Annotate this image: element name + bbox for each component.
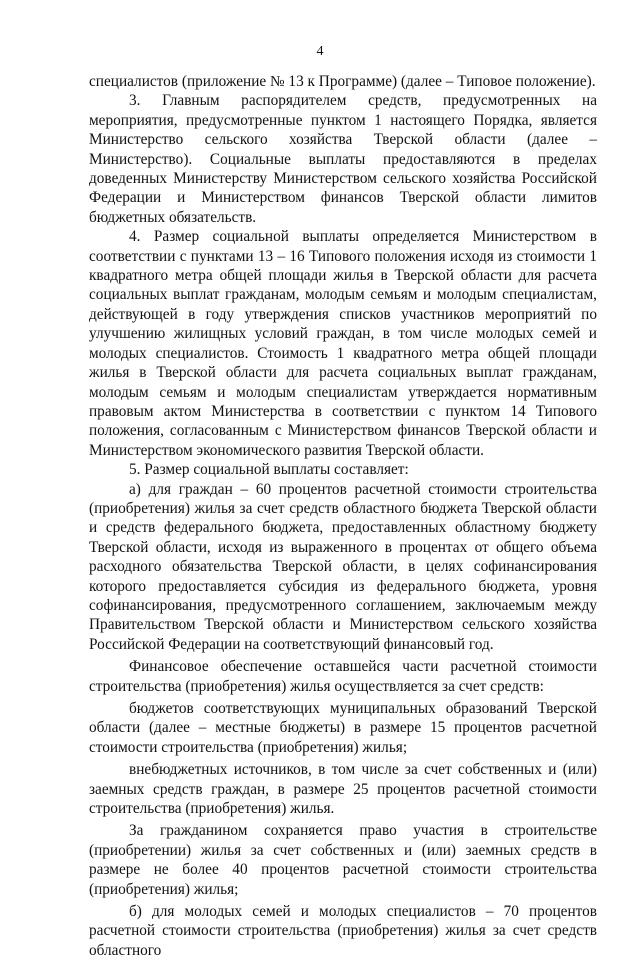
subparagraph-b: б) для молодых семей и молодых специалистов – 70 процентов расчетной стоимости строительства (приобретения) жилья за счет средств областного (89, 903, 597, 959)
paragraph-item-3: 3. Главным распорядителем средств, предусмотренных на мероприятия, предусмотренные пунктом 1 настоящего Порядка, является Министерство сельского хозяйства Тверской области (далее – Министерство). Социальные выплаты предоставляются в пределах доведенных Министерству Министерством сельского хозяйства Российской Федерации и Министерством финансов Тверской области лимитов бюджетных обязательств. (89, 92, 597, 226)
paragraph-item-4: 4. Размер социальной выплаты определяется Министерством в соответствии с пунктами 13 – 16 Типового положения исходя из стоимости 1 квадратного метра общей площади жилья в Тверской области для расчета социальных выплат гражданам, молодым семьям и молодым специалистам, действующей в году утверждения списков участников мероприятий по улучшению жилищных условий граждан, в том числе молодых семей и молодых специалистов. Стоимость 1 квадратного метра общей площади жилья в Тверской области для расчета социальных выплат гражданам, молодым семьям и молодым специалистам утверждается нормативным правовым актом Министерства в соответствии с пунктом 14 Типового положения, согласованным с Министерством финансов Тверской области и Министерством экономического развития Тверской области. (89, 228, 597, 459)
page-number: 4 (316, 44, 324, 59)
document-body (89, 72, 597, 960)
paragraph-local-budgets: бюджетов соответствующих муниципальных образований Тверской области (далее – местные бюджеты) в размере 15 процентов расчетной стоимости строительства (приобретения) жилья; (89, 700, 597, 756)
paragraph-extrabudgetary: внебюджетных источников, в том числе за счет собственных и (или) заемных средств граждан, в размере 25 процентов расчетной стоимости строительства (приобретения) жилья. (89, 761, 597, 818)
subparagraph-a: а) для граждан – 60 процентов расчетной стоимости строительства (приобретения) жилья за счет средств областного бюджета Тверской области и средств федерального бюджета, предоставленных областному бюджету Тверской области, исходя из выраженного в процентах от общего объема расходного обязательства Тверской области, в целях софинансирования которого предоставляется субсидия из федерального бюджета, уровня софинансирования, предусмотренного соглашением, заключаемым между Правительством Тверской области и Министерством сельского хозяйства Российской Федерации на соответствующий финансовый год. (89, 480, 597, 653)
paragraph-financing: Финансовое обеспечение оставшейся части расчетной стоимости строительства (приобретения) жилья осуществляется за счет средств: (89, 658, 597, 695)
paragraph-item-5: 5. Размер социальной выплаты составляет: (129, 461, 409, 479)
paragraph-citizen-right: За гражданином сохраняется право участия в строительстве (приобретении) жилья за счет собственных и (или) заемных средств в размере не более 40 процентов расчетной стоимости строительства (приобретения) жилья; (89, 822, 597, 898)
paragraph-continuation: специалистов (приложение № 13 к Программе) (далее – Типовое положение). (89, 73, 596, 90)
